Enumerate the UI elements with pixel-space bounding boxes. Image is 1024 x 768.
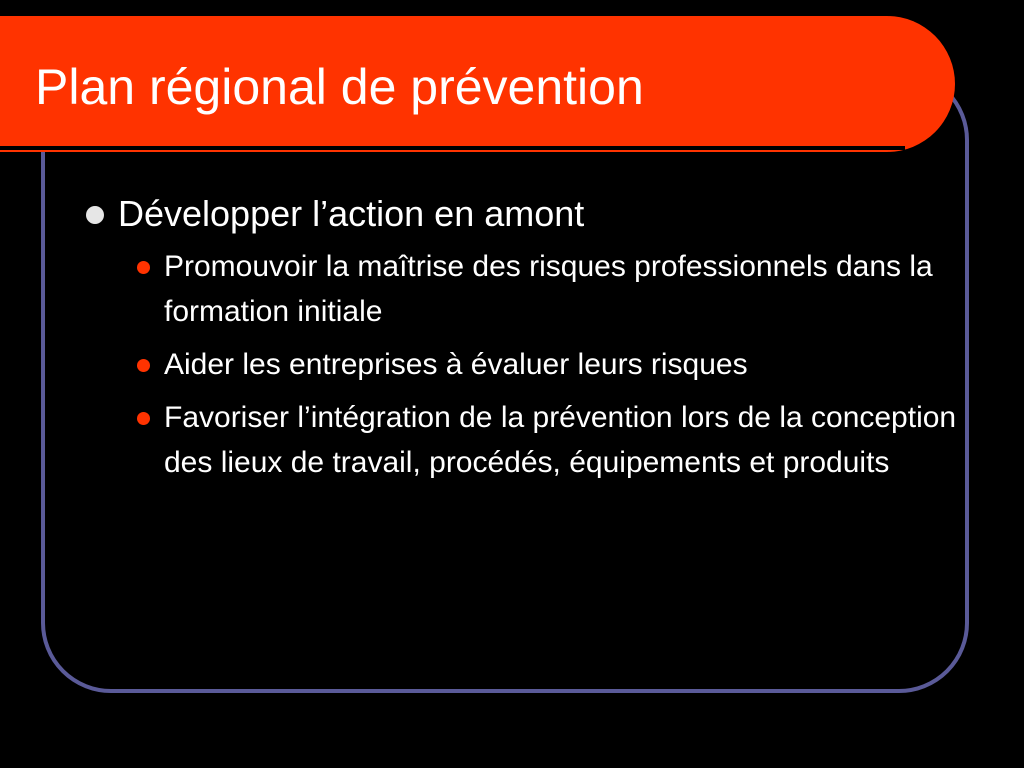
bullet-item-action-amont — [80, 188, 960, 485]
sub-bullet-item — [118, 342, 960, 387]
bullet-list — [80, 188, 960, 493]
sub-bullet-item — [118, 244, 960, 334]
bullet-icon — [86, 206, 104, 224]
sub-bullet-list — [118, 244, 960, 485]
sub-bullet-icon — [137, 412, 150, 425]
bullet-text: Développer l’action en amont — [118, 193, 585, 234]
title-underline — [0, 146, 905, 150]
sub-bullet-item — [118, 395, 960, 485]
sub-bullet-text: Promouvoir la maîtrise des risques professionnels dans la formation initiale — [164, 250, 933, 328]
sub-bullet-text: Favoriser l’intégration de la prévention lors de la conception des lieux de travail, procédés, équipements et produits — [164, 401, 957, 479]
sub-bullet-text: Aider les entreprises à évaluer leurs risques — [164, 348, 748, 381]
sub-bullet-icon — [137, 261, 150, 274]
slide-title: Plan régional de prévention — [35, 59, 644, 115]
title-bar — [0, 16, 955, 152]
sub-bullet-icon — [137, 359, 150, 372]
